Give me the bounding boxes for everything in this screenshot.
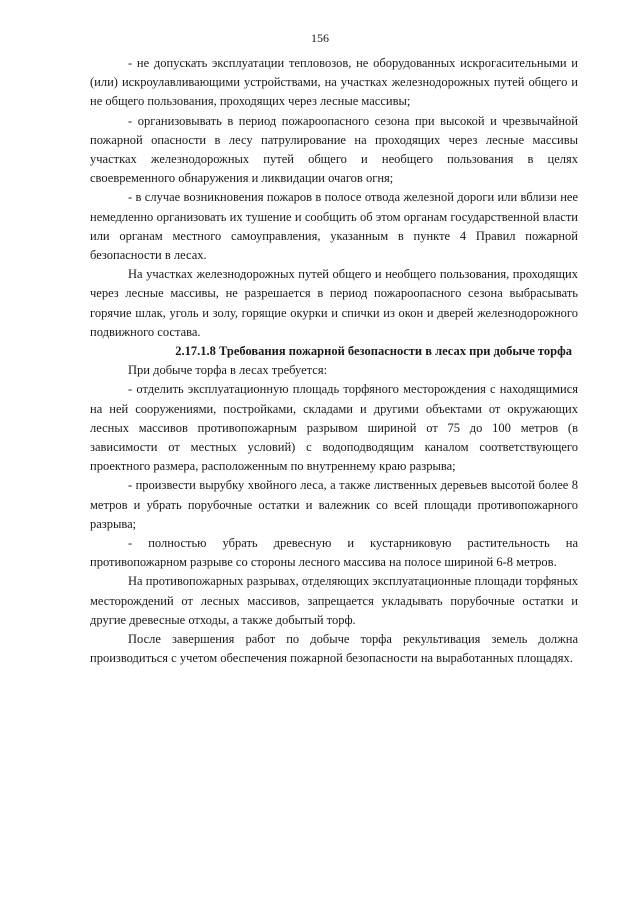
paragraph-fire-response: - в случае возникновения пожаров в полосе отвода железной дороги или вблизи нее немедленно организовать их тушение и сообщить об этом органам государственной власти или органам местного самоуправления, указанным в пункте 4 Правил пожарной безопасности в лесах. (90, 190, 578, 263)
paragraph-firebreak-prohibition: На противопожарных разрывах, отделяющих эксплуатационные площади торфяных месторождений от лесных массивов, запрещается укладывать порубочные остатки и другие древесные отходы, а также добытый торф. (90, 574, 578, 627)
page-number: 156 (311, 31, 329, 45)
paragraph-reclamation: После завершения работ по добыче торфа рекультивация земель должна производиться с учетом обеспечения пожарной безопасности на выработанных площадях. (90, 632, 578, 666)
paragraph-peat-intro: При добыче торфа в лесах требуется: (128, 363, 328, 378)
paragraph-firebreak: - отделить эксплуатационную площадь торфяного месторождения с находящимися на ней сооружениями, постройками, складами и другими объектами от окружающих лесных массивов противопожарным разрывом шириной от 75 до 100 метров (в зависимости от местных условий) с водоподводящим каналом соответствующего проектного размера, расположенным по внутреннему краю разрыва; (90, 382, 578, 474)
paragraph-patrol: - организовывать в период пожароопасного сезона при высокой и чрезвычайной пожарной опасности в лесу патрулирование на проходящих через лесные массивы участках железнодорожных путей общего и необщего пользования в целях своевременного обнаружения и ликвидации очагов огня; (90, 113, 578, 186)
page-body (90, 54, 578, 669)
section-heading: 2.17.1.8 Требования пожарной безопасности в лесах при добыче торфа (175, 344, 572, 359)
paragraph-vegetation-removal: - полностью убрать древесную и кустарниковую растительность на противопожарном разрыве со стороны лесного массива на полосе шириной 6-8 метров. (90, 536, 578, 570)
paragraph-clearing: - произвести вырубку хвойного леса, а также лиственных деревьев высотой более 8 метров и убрать порубочные остатки и валежник со всей площади противопожарного разрыва; (90, 478, 578, 531)
paragraph-locomotives: - не допускать эксплуатации тепловозов, не оборудованных искрогасительными и (или) искроулавливающими устройствами, на участках железнодорожных путей общего и не общего пользования, проходящих через лесные массивы; (90, 56, 578, 109)
paragraph-prohibited-discards: На участках железнодорожных путей общего и необщего пользования, проходящих через лесные массивы, не разрешается в период пожароопасного сезона выбрасывать горячие шлак, уголь и золу, горящие окурки и спички из окон и дверей железнодорожного подвижного состава. (90, 267, 578, 339)
